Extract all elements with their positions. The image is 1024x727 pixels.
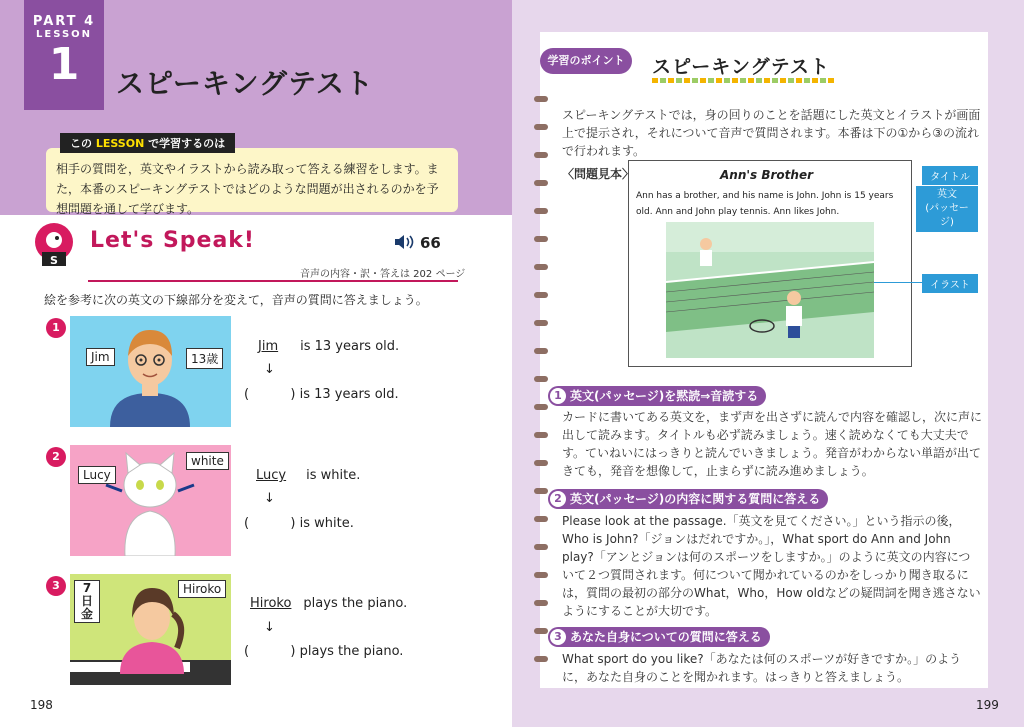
goal-text: 相手の質問を，英文やイラストから読み取って答える練習をします。また，本番のスピーキングテストではどのような問題が出されるのかを予想問題を通して学びます。 bbox=[56, 162, 439, 216]
name-tag: Jim bbox=[86, 348, 115, 366]
down-arrow: ↓ bbox=[264, 362, 275, 377]
age-tag: 13歳 bbox=[186, 348, 223, 369]
answer-rest: plays the piano. bbox=[299, 644, 404, 659]
example-label: 〈問題見本〉 bbox=[562, 167, 635, 181]
step-title: あなた自身についての質問に答える bbox=[570, 630, 762, 644]
tennis-illustration-icon bbox=[666, 222, 874, 358]
step-number: 2 bbox=[550, 491, 566, 507]
lesson-number: 1 bbox=[48, 39, 80, 90]
step-number: 3 bbox=[550, 629, 566, 645]
step-3-heading bbox=[548, 627, 770, 647]
answer-blank[interactable]: ( ) bbox=[244, 516, 296, 531]
down-arrow: ↓ bbox=[264, 620, 275, 635]
step-number: 1 bbox=[550, 388, 566, 404]
sentence bbox=[244, 468, 360, 483]
step-1-heading bbox=[548, 386, 766, 406]
goal-label-en: LESSON bbox=[95, 137, 145, 150]
underlined-subject: Lucy bbox=[256, 468, 287, 483]
answer-blank[interactable]: ( ) bbox=[244, 387, 296, 402]
item-number: 2 bbox=[46, 447, 66, 467]
sentence-rest: is 13 years old. bbox=[300, 339, 400, 354]
audio-track[interactable] bbox=[394, 234, 441, 252]
name-tag: Hiroko bbox=[178, 580, 226, 598]
sentence-rest: is white. bbox=[306, 468, 361, 483]
page-title: スピーキングテスト bbox=[116, 67, 374, 100]
lets-speak-heading: Let's Speak! bbox=[90, 228, 255, 253]
callout-line bbox=[874, 282, 922, 283]
lesson-tab bbox=[24, 0, 104, 110]
calendar-icon: 7日 金 bbox=[74, 580, 100, 623]
color-tag: white bbox=[186, 452, 229, 470]
answer-line bbox=[244, 516, 354, 531]
passage-callout-line2: (パッセージ) bbox=[925, 203, 969, 228]
goal-box bbox=[44, 146, 460, 214]
step-2-heading bbox=[548, 489, 828, 509]
section-underline bbox=[88, 280, 458, 282]
audio-number: 66 bbox=[420, 234, 441, 252]
illustration-boy bbox=[70, 316, 231, 427]
step-3-text: What sport do you like?「あなたは何のスポーツが好きですか。」のように，あなた自身のことを聞かれます。はっきりと答えましょう。 bbox=[562, 652, 962, 684]
page-number-right: 199 bbox=[976, 698, 999, 712]
answer-rest: is 13 years old. bbox=[299, 387, 399, 402]
svg-text:S: S bbox=[50, 254, 58, 267]
lesson-label: LESSON bbox=[35, 29, 93, 40]
goal-label-post: で学習するのは bbox=[144, 137, 226, 150]
passage-callout-line1: 英文 bbox=[937, 189, 957, 200]
title-decoration bbox=[652, 78, 836, 83]
item-number: 1 bbox=[46, 318, 66, 338]
point-badge: 学習のポイント bbox=[540, 48, 632, 74]
answer-line bbox=[244, 644, 403, 659]
step-1-text: カードに書いてある英文を，まず声を出さずに読んで内容を確認し，次に声に出して読みます。タイトルも必ず読みましょう。速く読めなくても大丈夫です。ていねいにはっきりと読んでいきましょう。発音がわからない単語が出てきても，発音を想像して，止まらずに読み進めましょう。 bbox=[562, 410, 983, 478]
name-tag: Lucy bbox=[78, 466, 116, 484]
speak-logo-icon bbox=[34, 222, 74, 268]
binder-holes bbox=[530, 0, 554, 727]
answer-rest: is white. bbox=[299, 516, 354, 531]
step-title: 英文(パッセージ)を黙読⇒音読する bbox=[570, 389, 759, 403]
intro-text: スピーキングテストでは，身の回りのことを話題にした英文とイラストが画面上で提示され，それについて音声で質問されます。本番は下の①から③の流れで行われます。 bbox=[562, 108, 981, 158]
underlined-subject: Jim bbox=[258, 339, 279, 354]
sentence bbox=[244, 596, 407, 611]
down-arrow: ↓ bbox=[264, 491, 275, 506]
page-number-left: 198 bbox=[30, 698, 53, 712]
part-label: PART 4 bbox=[32, 14, 96, 29]
underlined-subject: Hiroko bbox=[250, 596, 292, 611]
speaker-icon bbox=[394, 234, 416, 250]
answer-blank[interactable]: ( ) bbox=[244, 644, 296, 659]
passage-callout bbox=[916, 186, 978, 232]
title-callout: タイトル bbox=[922, 166, 978, 185]
example-title: Ann's Brother bbox=[720, 168, 814, 182]
answer-line bbox=[244, 387, 399, 402]
instruction: 絵を参考に次の英文の下線部分を変えて，音声の質問に答えましょう。 bbox=[44, 293, 428, 307]
goal-label bbox=[60, 133, 235, 153]
sentence-rest: plays the piano. bbox=[303, 596, 408, 611]
sentence bbox=[244, 339, 399, 354]
example-passage: Ann has a brother, and his name is John. John is 15 years old. Ann and John play tennis. Ann likes John. bbox=[636, 191, 894, 217]
item-number: 3 bbox=[46, 576, 66, 596]
boy-illustration-icon bbox=[70, 316, 231, 427]
illustration-callout: イラスト bbox=[922, 274, 978, 293]
goal-label-pre: この bbox=[70, 137, 96, 150]
step-title: 英文(パッセージ)の内容に関する質問に答える bbox=[570, 492, 821, 506]
answer-note: 音声の内容・訳・答えは 202 ページ bbox=[300, 269, 466, 280]
step-2-text: Please look at the passage.「英文を見てください。」という指示の後，Who is John?「ジョンはだれですか。」，What sport do Ann and John play?「アンとジョンは何のスポーツをしますか。」のように英文の内容について２つ質問されます。何について聞かれているのかをしっかり聞き取るには，質問の最初の部分のWhat，Who，How oldなどの疑問詞を聞き逃さないようにすることが大切です。 bbox=[562, 514, 981, 618]
section-title: スピーキングテスト bbox=[652, 56, 830, 78]
